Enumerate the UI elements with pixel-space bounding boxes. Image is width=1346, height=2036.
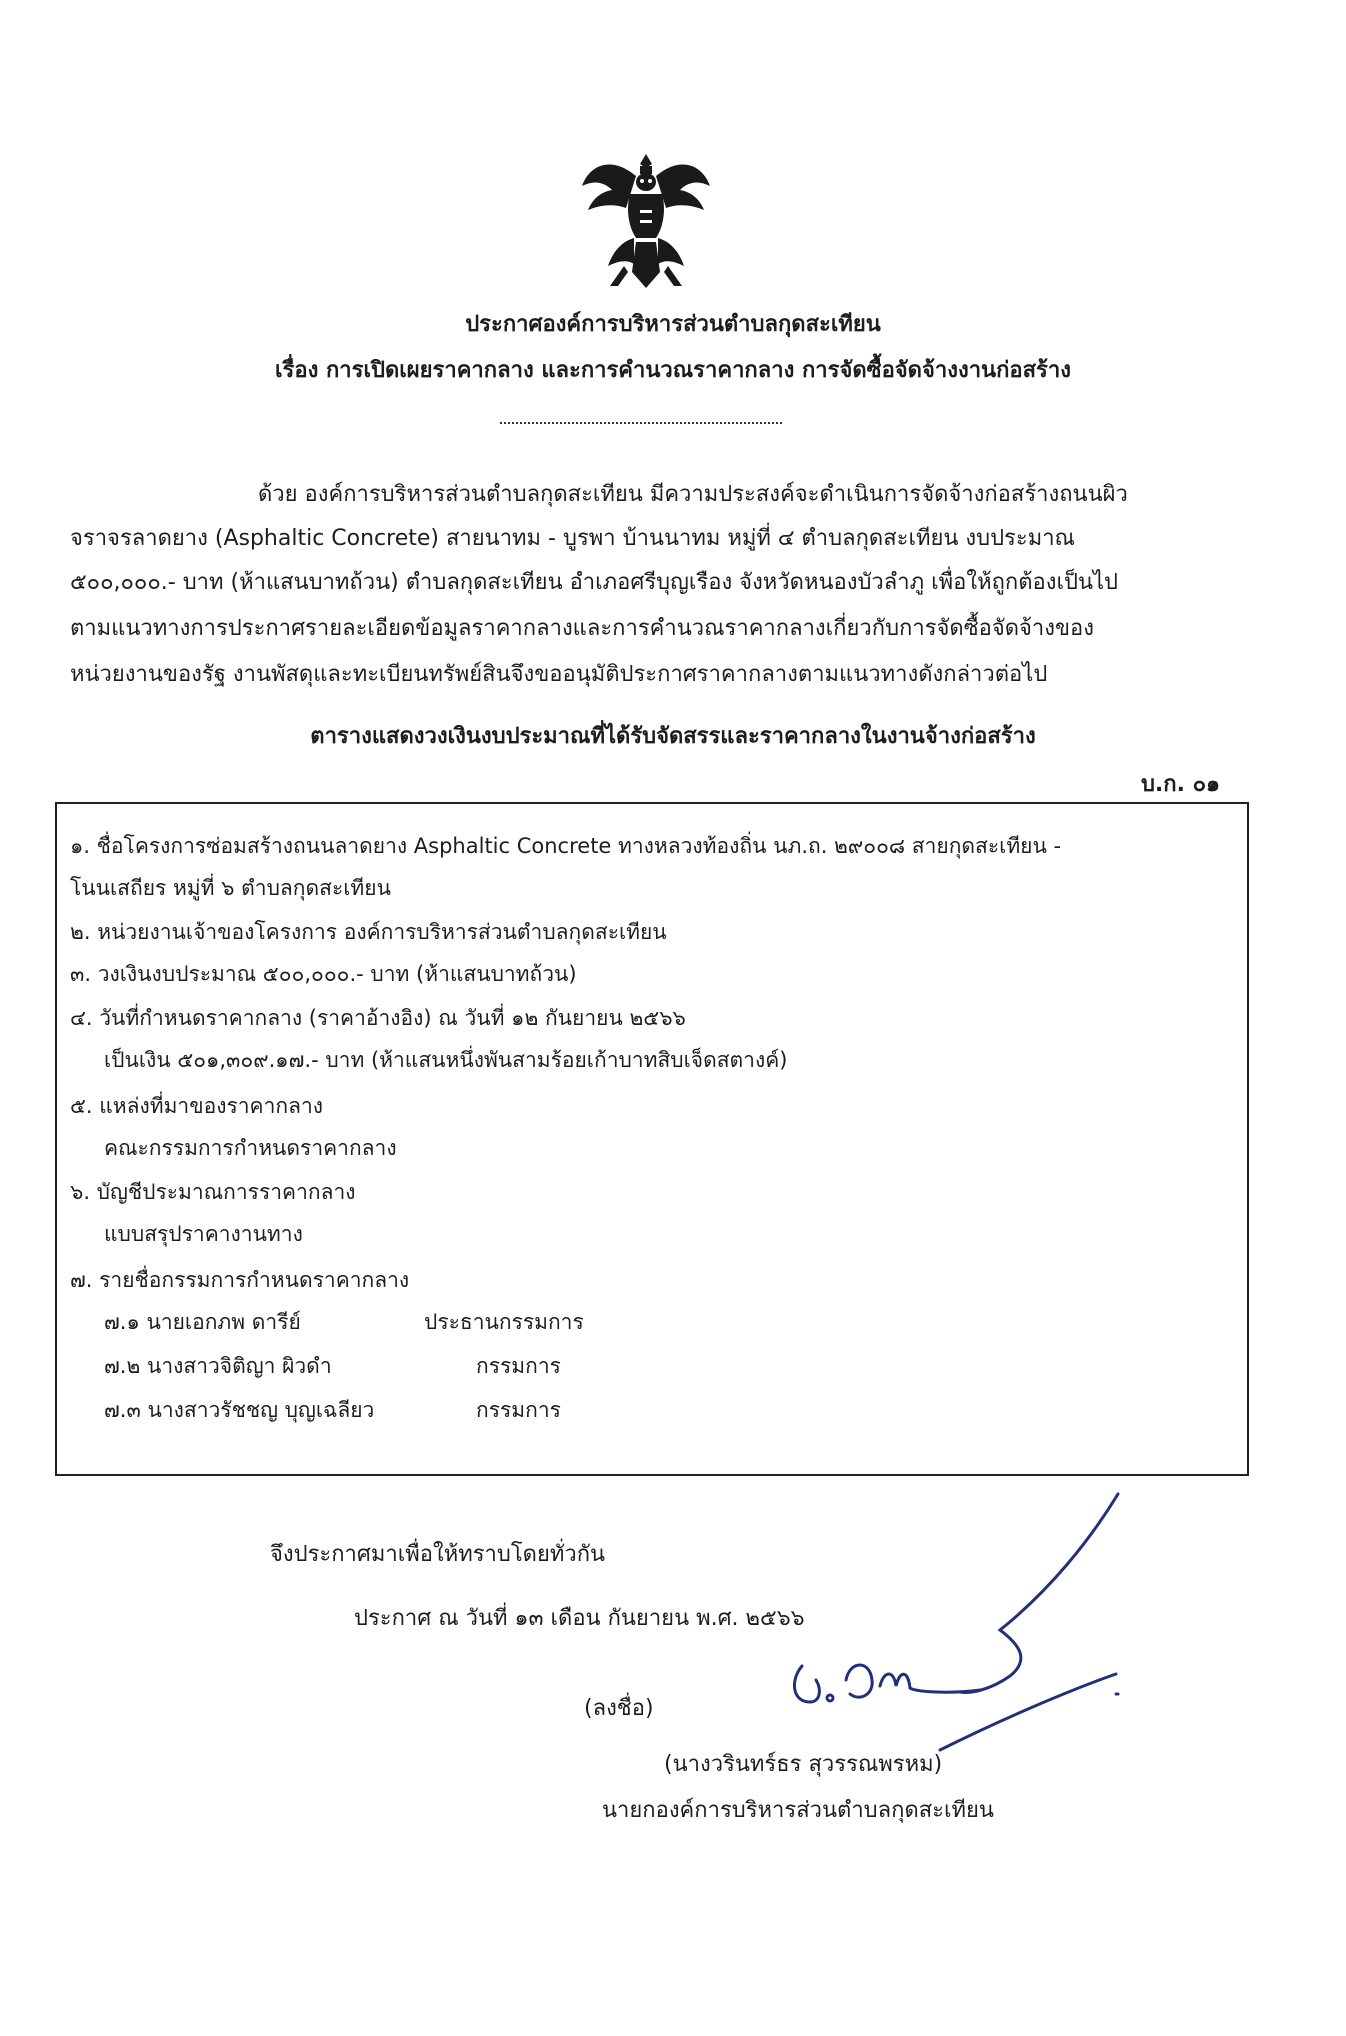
committee-member-name: ๗.๒ นางสาวจิติญา ผิวดำ (104, 1354, 332, 1378)
committee-member-role: กรรมการ (476, 1398, 561, 1422)
table-item-4-amount: เป็นเงิน ๕๐๑,๓๐๙.๑๗.- บาท (ห้าแสนหนึ่งพันสามร้อยเก้าบาทสิบเจ็ดสตางค์) (104, 1048, 788, 1072)
handwritten-signature-icon (770, 1480, 1150, 1780)
signer-position: นายกองค์การบริหารส่วนตำบลกุดสะเทียน (602, 1798, 994, 1823)
table-item-6: ๖. บัญชีประมาณการราคากลาง (70, 1180, 356, 1204)
table-title: ตารางแสดงวงเงินงบประมาณที่ได้รับจัดสรรและราคากลางในงานจ้างก่อสร้าง (310, 724, 1036, 749)
separator-dots (500, 422, 782, 424)
form-code: บ.ก. ๐๑ (1140, 772, 1220, 797)
body-line-4: ตามแนวทางการประกาศรายละเอียดข้อมูลราคากลางและการคำนวณราคากลางเกี่ยวกับการจัดซื้อจัดจ้างของ (70, 616, 1094, 641)
announcement-subject: เรื่อง การเปิดเผยราคากลาง และการคำนวณราคากลาง การจัดซื้อจัดจ้างงานก่อสร้าง (275, 358, 1071, 383)
committee-member-name: ๗.๓ นางสาวรัชชญ บุญเฉลียว (104, 1398, 375, 1422)
announcement-title: ประกาศองค์การบริหารส่วนตำบลกุดสะเทียน (465, 312, 881, 337)
table-item-3: ๓. วงเงินงบประมาณ ๕๐๐,๐๐๐.- บาท (ห้าแสนบาทถ้วน) (70, 962, 577, 986)
body-line-2: จราจรลาดยาง (Asphaltic Concrete) สายนาทม - บูรพา บ้านนาทม หมู่ที่ ๔ ตำบลกุดสะเทียน งบประมาณ (70, 526, 1075, 551)
table-item-6-detail: แบบสรุปราคางานทาง (104, 1222, 303, 1246)
table-item-2: ๒. หน่วยงานเจ้าของโครงการ องค์การบริหารส่วนตำบลกุดสะเทียน (70, 920, 667, 944)
table-item-4: ๔. วันที่กำหนดราคากลาง (ราคาอ้างอิง) ณ วันที่ ๑๒ กันยายน ๒๕๖๖ (70, 1006, 686, 1030)
table-item-5: ๕. แหล่งที่มาของราคากลาง (70, 1094, 323, 1118)
body-line-5: หน่วยงานของรัฐ งานพัสดุและทะเบียนทรัพย์สินจึงขออนุมัติประกาศราคากลางตามแนวทางดังกล่าวต่อไป (70, 662, 1048, 687)
table-item-5-detail: คณะกรรมการกำหนดราคากลาง (104, 1136, 397, 1160)
sign-label: (ลงชื่อ) (584, 1696, 654, 1721)
table-item-7: ๗. รายชื่อกรรมการกำหนดราคากลาง (70, 1268, 410, 1292)
committee-member-name: ๗.๑ นายเอกภพ ดารีย์ (104, 1310, 301, 1334)
closing-statement: จึงประกาศมาเพื่อให้ทราบโดยทั่วกัน (270, 1542, 606, 1567)
table-item-1: ๑. ชื่อโครงการซ่อมสร้างถนนลาดยาง Asphaltic Concrete ทางหลวงท้องถิ่น นภ.ถ. ๒๙๐๐๘ สายกุดสะเทียน - (70, 834, 1062, 858)
committee-member-role: ประธานกรรมการ (424, 1310, 584, 1334)
committee-member-role: กรรมการ (476, 1354, 561, 1378)
signer-name: (นางวรินทร์ธร สุวรรณพรหม) (664, 1752, 943, 1777)
body-line-3: ๕๐๐,๐๐๐.- บาท (ห้าแสนบาทถ้วน) ตำบลกุดสะเทียน อำเภอศรีบุญเรือง จังหวัดหนองบัวลำภู เพื่อให้ถูกต้องเป็นไป (70, 570, 1119, 595)
body-line-1: ด้วย องค์การบริหารส่วนตำบลกุดสะเทียน มีความประสงค์จะดำเนินการจัดจ้างก่อสร้างถนนผิว (258, 482, 1128, 507)
garuda-emblem-icon (572, 146, 720, 296)
table-item-1-cont: โนนเสถียร หมู่ที่ ๖ ตำบลกุดสะเทียน (70, 876, 391, 900)
announcement-date: ประกาศ ณ วันที่ ๑๓ เดือน กันยายน พ.ศ. ๒๕๖๖ (354, 1606, 805, 1631)
